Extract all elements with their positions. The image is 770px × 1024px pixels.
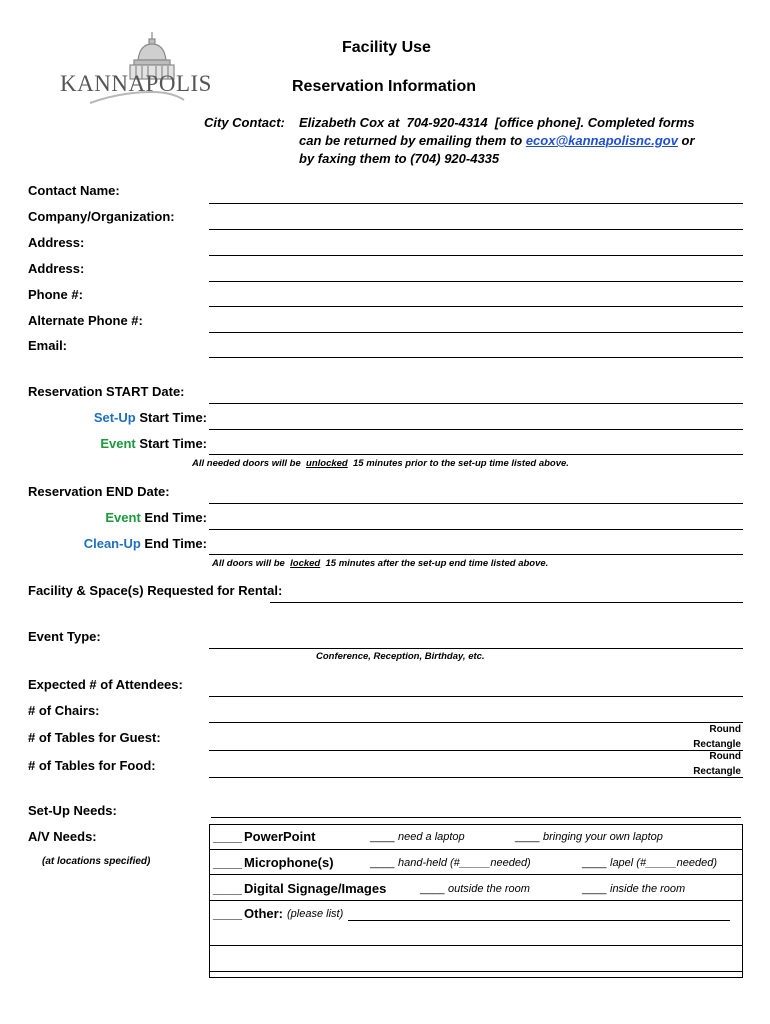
own-laptop-blank[interactable]: ____ xyxy=(515,831,540,843)
event-start-field[interactable] xyxy=(209,454,743,455)
contact-line2-prefix: can be returned by emailing them to xyxy=(299,133,526,148)
inside-room-label: inside the room xyxy=(610,883,686,895)
other-checkbox-blank[interactable]: ____ xyxy=(213,906,242,921)
event-type-hint: Conference, Reception, Birthday, etc. xyxy=(316,651,485,662)
setup-start-rest: Start Time: xyxy=(135,410,207,425)
av-row-divider xyxy=(210,849,742,850)
setup-start-label xyxy=(40,410,207,425)
hand-held-label: hand-held (#_____needed) xyxy=(398,857,531,869)
contact-email-link[interactable]: ecox@kannapolisnc.gov xyxy=(525,133,678,148)
other-line-3[interactable] xyxy=(210,971,742,972)
start-date-label: Reservation START Date: xyxy=(28,384,185,399)
phone-label: Phone #: xyxy=(28,287,83,302)
lock-note xyxy=(212,558,548,569)
city-contact-line2 xyxy=(299,133,695,148)
other-field[interactable] xyxy=(348,920,730,921)
setup-needs-label: Set-Up Needs: xyxy=(28,803,117,818)
event-end-field[interactable] xyxy=(209,529,743,530)
address2-field[interactable] xyxy=(209,281,743,282)
tables-food-label: # of Tables for Food: xyxy=(28,758,156,773)
page-title: Facility Use xyxy=(342,39,431,56)
cleanup-end-rest: End Time: xyxy=(140,536,207,551)
cleanup-word: Clean-Up xyxy=(83,536,141,551)
logo-text: KANNAPOLIS xyxy=(60,71,212,96)
start-date-field[interactable] xyxy=(209,403,743,404)
chairs-label: # of Chairs: xyxy=(28,703,100,718)
lapel-label: lapel (#_____needed) xyxy=(610,857,718,869)
attendees-field[interactable] xyxy=(209,696,743,697)
address2-label: Address: xyxy=(28,261,85,276)
outside-room-label: outside the room xyxy=(448,883,530,895)
signage-checkbox-blank[interactable]: ____ xyxy=(213,881,242,896)
av-row-divider xyxy=(210,874,742,875)
av-row-divider xyxy=(210,900,742,901)
city-contact-line3: by faxing them to (704) 920-4335 xyxy=(299,151,500,166)
contact-name-label: Contact Name: xyxy=(28,183,120,198)
cleanup-end-label xyxy=(40,536,207,551)
tables-food-rectangle-label: Rectangle xyxy=(693,766,741,777)
contact-name-field[interactable] xyxy=(209,203,743,204)
event-start-word: Event xyxy=(100,436,136,451)
setup-word: Set-Up xyxy=(93,410,136,425)
lock-word: locked xyxy=(290,558,321,569)
hand-held-blank[interactable]: ____ xyxy=(370,857,395,869)
phone-field[interactable] xyxy=(209,306,743,307)
event-start-label xyxy=(40,436,207,451)
company-field[interactable] xyxy=(209,229,743,230)
alt-phone-label: Alternate Phone #: xyxy=(28,313,143,328)
event-type-field[interactable] xyxy=(209,648,743,649)
contact-line2-suffix: or xyxy=(677,133,695,148)
lapel-blank[interactable]: ____ xyxy=(582,857,607,869)
facility-space-label: Facility & Space(s) Requested for Rental: xyxy=(28,583,283,598)
need-laptop-blank[interactable]: ____ xyxy=(370,831,395,843)
chairs-field[interactable] xyxy=(209,722,743,723)
av-needs-note: (at locations specified) xyxy=(42,856,151,867)
signage-label: Digital Signage/Images xyxy=(244,881,387,896)
company-label: Company/Organization: xyxy=(28,209,175,224)
cleanup-end-field[interactable] xyxy=(209,554,743,555)
event-end-label xyxy=(40,510,207,525)
av-needs-label: A/V Needs: xyxy=(28,829,97,844)
page-subtitle: Reservation Information xyxy=(292,78,477,95)
setup-needs-field[interactable] xyxy=(211,817,741,818)
unlock-note-suffix: 15 minutes prior to the set-up time listed above. xyxy=(347,458,569,469)
lock-note-prefix: All doors will be xyxy=(212,558,291,569)
unlock-note xyxy=(192,458,569,469)
attendees-label: Expected # of Attendees: xyxy=(28,677,183,692)
end-date-field[interactable] xyxy=(209,503,743,504)
inside-room-blank[interactable]: ____ xyxy=(582,883,607,895)
tables-guest-label: # of Tables for Guest: xyxy=(28,730,161,745)
lock-note-suffix: 15 minutes after the set-up end time listed above. xyxy=(320,558,549,569)
email-label: Email: xyxy=(28,338,68,353)
powerpoint-label: PowerPoint xyxy=(244,829,316,844)
other-label: Other: xyxy=(244,906,283,921)
please-list-label: (please list) xyxy=(287,908,344,920)
email-field[interactable] xyxy=(209,357,743,358)
other-line-2[interactable] xyxy=(210,945,742,946)
microphone-checkbox-blank[interactable]: ____ xyxy=(213,855,242,870)
kannapolis-logo xyxy=(60,30,212,110)
tables-guest-round-label: Round xyxy=(709,724,741,735)
address1-label: Address: xyxy=(28,235,85,250)
outside-room-blank[interactable]: ____ xyxy=(420,883,445,895)
tables-guest-rectangle-label: Rectangle xyxy=(693,739,741,750)
powerpoint-checkbox-blank[interactable]: ____ xyxy=(213,829,242,844)
unlock-word: unlocked xyxy=(306,458,348,469)
event-start-rest: Start Time: xyxy=(135,436,207,451)
address1-field[interactable] xyxy=(209,255,743,256)
av-needs-box xyxy=(209,824,743,978)
event-type-label: Event Type: xyxy=(28,629,101,644)
tables-food-round-label: Round xyxy=(709,751,741,762)
city-contact-line1: Elizabeth Cox at 704-920-4314 [office phone]. Completed forms xyxy=(299,115,695,130)
tables-food-field[interactable] xyxy=(209,777,743,778)
city-contact-label: City Contact: xyxy=(204,115,285,130)
microphone-label: Microphone(s) xyxy=(244,855,334,870)
capitol-dome-icon xyxy=(60,30,195,110)
unlock-note-prefix: All needed doors will be xyxy=(192,458,307,469)
end-date-label: Reservation END Date: xyxy=(28,484,170,499)
own-laptop-label: bringing your own laptop xyxy=(543,831,663,843)
event-end-word: Event xyxy=(105,510,141,525)
alt-phone-field[interactable] xyxy=(209,332,743,333)
need-laptop-label: need a laptop xyxy=(398,831,465,843)
event-end-rest: End Time: xyxy=(140,510,207,525)
facility-space-field[interactable] xyxy=(270,602,743,603)
setup-start-field[interactable] xyxy=(209,429,743,430)
